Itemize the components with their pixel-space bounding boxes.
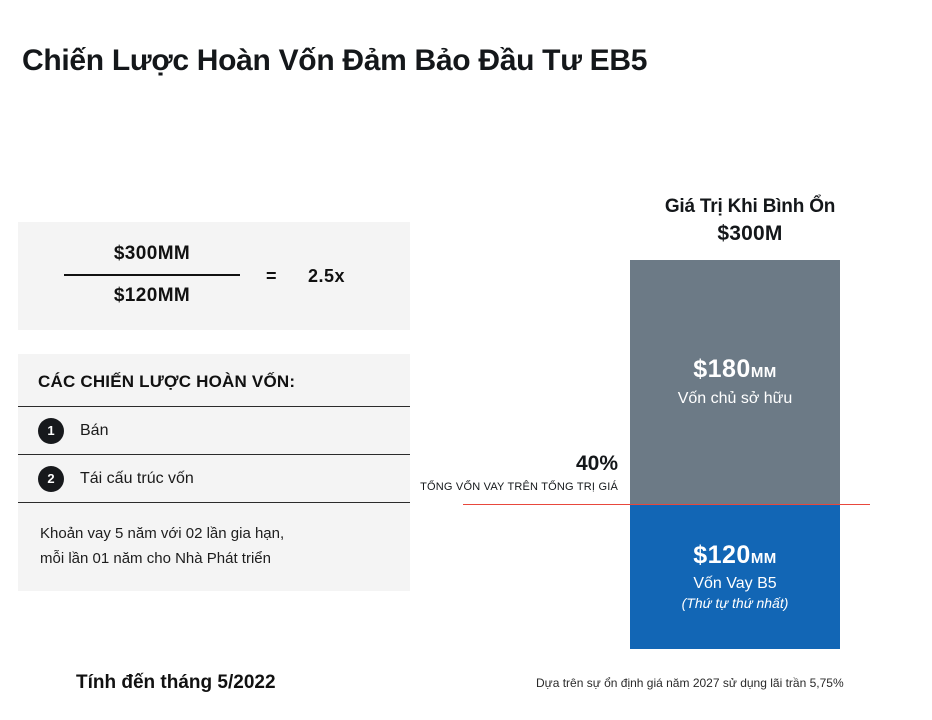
bar-segment-equity-label: Vốn chủ sở hữu — [677, 389, 793, 407]
as-of-date: Tính đến tháng 5/2022 — [76, 672, 276, 693]
loan-term-note-line2: mỗi lần 01 năm cho Nhà Phát triển — [40, 550, 271, 567]
stacked-bar-chart — [630, 260, 840, 649]
loan-term-note — [18, 503, 410, 575]
bar-segment-equity-amount — [693, 356, 777, 384]
ratio-value: 2.5x — [308, 266, 346, 286]
list-item[interactable] — [18, 407, 410, 455]
ltv-threshold-line — [463, 504, 870, 505]
bar-segment-debt — [630, 504, 840, 649]
chart-footnote: Dựa trên sự ổn định giá năm 2027 sử dụng lãi trần 5,75% — [536, 676, 844, 690]
bar-segment-debt-sublabel: (Thứ tự thứ nhất) — [681, 595, 789, 612]
ratio-numerator: $300MM — [113, 243, 191, 264]
bar-segment-equity — [630, 260, 840, 504]
fraction-bar — [64, 274, 240, 276]
ratio-fraction — [64, 238, 240, 312]
debt-amount-unit: MM — [750, 549, 777, 567]
bar-segment-debt-label: Vốn Vay B5 — [693, 575, 777, 593]
ltv-percent: 40% — [575, 452, 618, 475]
equity-amount-unit: MM — [750, 364, 777, 382]
bullet-number-icon: 1 — [38, 418, 64, 444]
strategies-list — [18, 406, 410, 503]
list-item-label: Tái cấu trúc vốn — [80, 469, 194, 487]
ratio-denominator: $120MM — [113, 285, 191, 306]
strategies-title: CÁC CHIẾN LƯỢC HOÀN VỐN: — [38, 372, 296, 391]
strategies-panel — [18, 354, 410, 591]
chart-header-caption: Giá Trị Khi Bình Ổn — [664, 196, 836, 217]
debt-amount-value: $120 — [693, 540, 751, 569]
page-title: Chiến Lược Hoàn Vốn Đảm Bảo Đầu Tư EB5 — [22, 44, 648, 77]
list-item-label: Bán — [80, 421, 109, 439]
left-column — [18, 222, 410, 591]
chart-header-value: $300M — [717, 222, 783, 245]
bullet-number-icon: 2 — [38, 466, 64, 492]
ratio-panel — [18, 222, 410, 330]
ratio-equals-sign: = — [266, 266, 277, 286]
bar-segment-debt-amount — [693, 542, 777, 570]
equity-amount-value: $180 — [693, 355, 751, 384]
loan-term-note-line1: Khoản vay 5 năm với 02 lần gia hạn, — [40, 525, 285, 542]
ltv-caption: TỔNG VỐN VAY TRÊN TỔNG TRỊ GIÁ — [420, 481, 618, 493]
list-item[interactable] — [18, 455, 410, 503]
chart-header — [620, 196, 880, 246]
